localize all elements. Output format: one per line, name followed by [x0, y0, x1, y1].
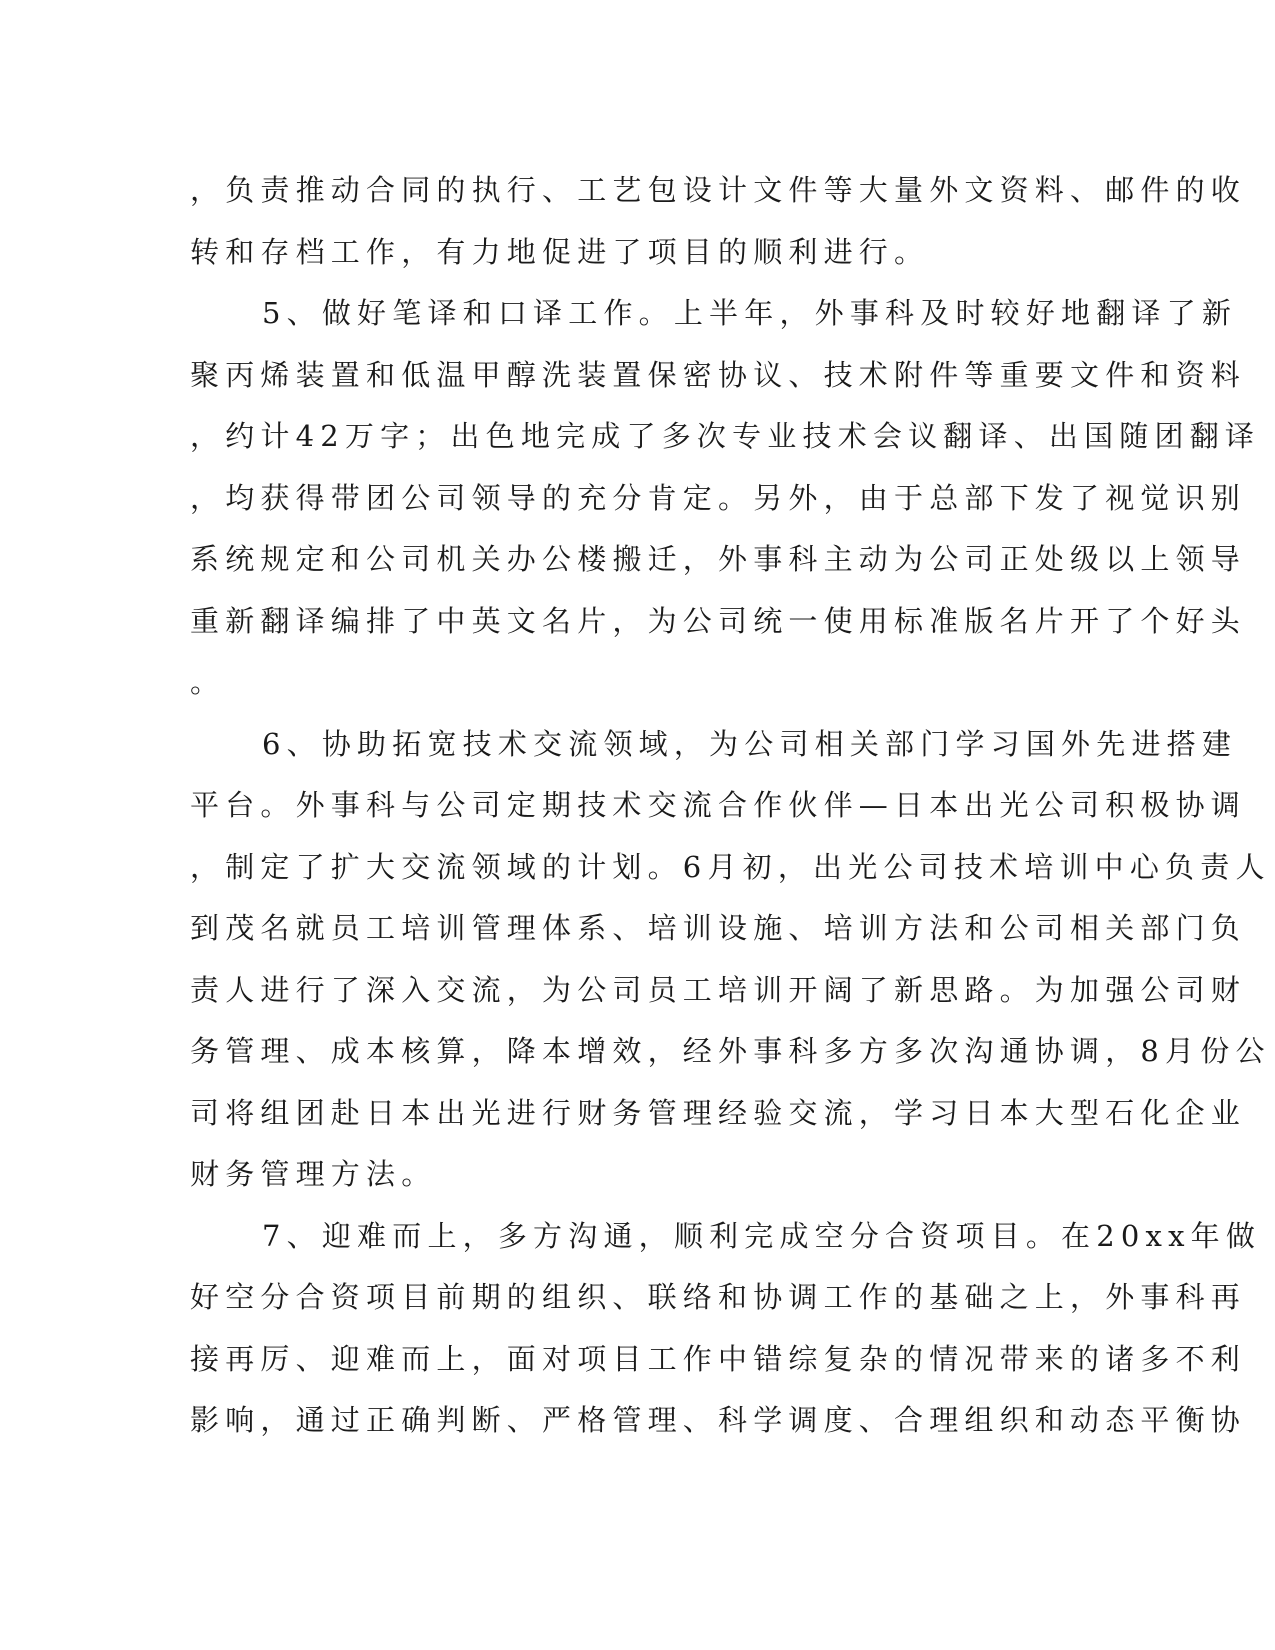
text-line: ，制定了扩大交流领域的计划。6月初，出光公司技术培训中心负责人	[190, 849, 1271, 884]
text-line: 影响，通过正确判断、严格管理、科学调度、合理组织和动态平衡协	[190, 1403, 1247, 1437]
body-text	[190, 160, 1271, 1452]
text-line: 接再厉、迎难而上，面对项目工作中错综复杂的情况带来的诸多不利	[190, 1341, 1247, 1376]
text-line: 财务管理方法。	[190, 1157, 437, 1191]
text-line: ，均获得带团公司领导的充分肯定。另外，由于总部下发了视觉识别	[190, 480, 1247, 515]
text-line: 好空分合资项目前期的组织、联络和协调工作的基础之上，外事科再	[190, 1280, 1247, 1314]
text-line: ，约计42万字；出色地完成了多次专业技术会议翻译、出国随团翻译	[190, 419, 1261, 453]
text-line: 务管理、成本核算，降本增效，经外事科多方多次沟通协调，8月份公	[190, 1034, 1271, 1068]
paragraph-start-line: 6、协助拓宽技术交流领域，为公司相关部门学习国外先进搭建	[262, 726, 1238, 761]
text-line: 平台。外事科与公司定期技术交流合作伙伴—日本出光公司积极协调	[190, 788, 1247, 822]
text-line: 转和存档工作，有力地促进了项目的顺利进行。	[190, 234, 930, 269]
text-line: ，负责推动合同的执行、工艺包设计文件等大量外文资料、邮件的收	[190, 173, 1247, 207]
text-line: 到茂名就员工培训管理体系、培训设施、培训方法和公司相关部门负	[190, 911, 1247, 945]
text-line: 重新翻译编排了中英文名片，为公司统一使用标准版名片开了个好头	[190, 603, 1247, 638]
text-line: 。	[190, 665, 226, 699]
paragraph-start-line: 7、迎难而上，多方沟通，顺利完成空分合资项目。在20xx年做	[262, 1218, 1262, 1253]
text-line: 聚丙烯装置和低温甲醇洗装置保密协议、技术附件等重要文件和资料	[190, 357, 1247, 392]
text-line: 系统规定和公司机关办公楼搬迁，外事科主动为公司正处级以上领导	[190, 542, 1247, 576]
paragraph-start-line: 5、做好笔译和口译工作。上半年，外事科及时较好地翻译了新	[262, 296, 1238, 330]
text-line: 司将组团赴日本出光进行财务管理经验交流，学习日本大型石化企业	[190, 1095, 1247, 1130]
text-line: 责人进行了深入交流，为公司员工培训开阔了新思路。为加强公司财	[190, 972, 1247, 1007]
